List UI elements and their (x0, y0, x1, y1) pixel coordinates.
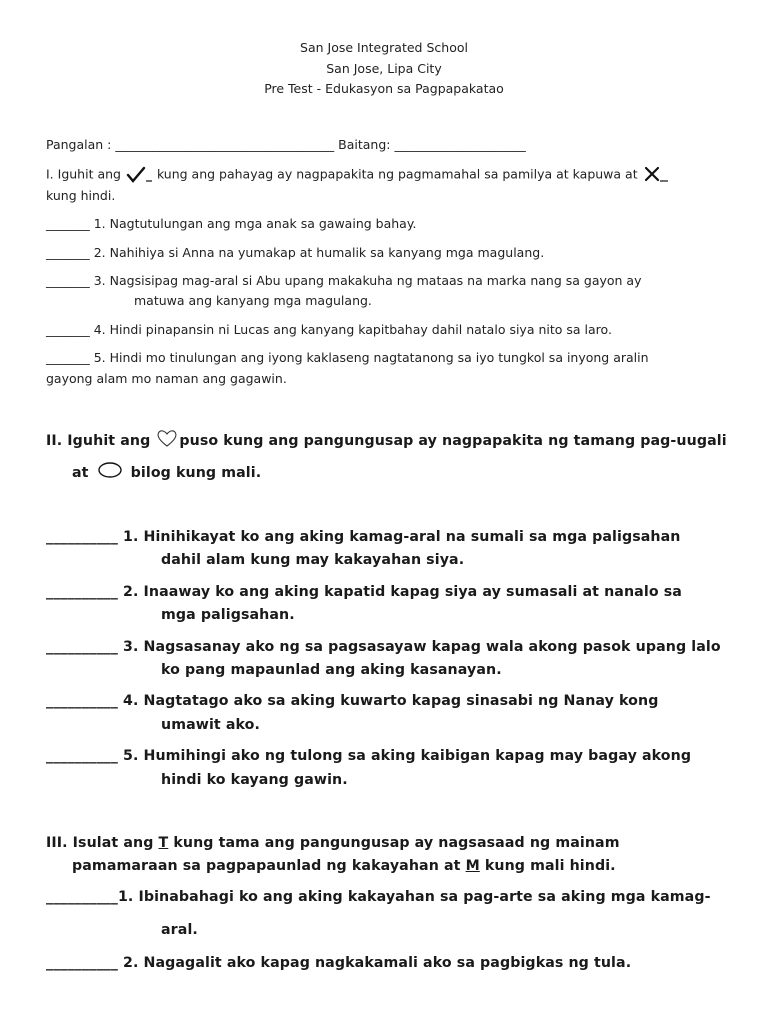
item-text-continued: hindi ko kayang gawin. (161, 772, 348, 788)
school-location: San Jose, Lipa City (326, 61, 442, 76)
mark-t: T (158, 835, 169, 851)
section1-item (46, 216, 416, 231)
school-name: San Jose Integrated School (300, 40, 468, 55)
item-text-continued: ko pang mapaunlad ang aking kasanayan. (161, 662, 502, 678)
answer-blank[interactable]: _______ (46, 322, 90, 337)
section1-instr-c: kung hindi. (46, 188, 116, 203)
section3-instr-b: kung tama ang pangungusap ay nagsasaad ng mainam (173, 835, 620, 851)
answer-blank[interactable]: __________ (46, 693, 118, 709)
heart-icon (155, 427, 179, 449)
section3-instr-a: III. Isulat ang (46, 835, 154, 851)
section2-item (46, 693, 658, 709)
section2-item (46, 529, 681, 545)
section2-instr-c: at (72, 465, 89, 481)
section1-instr-a: I. Iguhit ang (46, 166, 121, 182)
section3-instr-d: kung mali hindi. (484, 858, 616, 874)
section2-item (46, 748, 691, 764)
section3-item (46, 955, 631, 971)
item-text: 1. Ibinabahagi ko ang aking kakayahan sa pag-arte sa aking mga kamag- (117, 889, 711, 905)
item-text: 4. Hindi pinapansin ni Lucas ang kanyang kapitbahay dahil natalo siya nito sa laro. (93, 322, 612, 337)
item-text-continued: dahil alam kung may kakayahan siya. (161, 552, 465, 568)
item-text: 4. Nagtatago ako sa aking kuwarto kapag sinasabi ng Nanay kong (122, 693, 659, 709)
section3-instruction-cont (72, 858, 616, 874)
section1-instruction (46, 166, 672, 184)
section2-instr-d: bilog kung mali. (130, 465, 262, 481)
item-text: 3. Nagsisipag mag-aral si Abu upang makakuha ng mataas na marka nang sa gayon ay (93, 273, 642, 288)
grade-label: Baitang: (338, 137, 391, 152)
section1-item (46, 245, 544, 260)
section3-instr-c: pamamaraan sa pagpapaunlad ng kakayahan at (72, 858, 461, 874)
item-text-continued: umawit ako. (161, 717, 261, 733)
section1-item (46, 350, 649, 365)
grade-blank[interactable]: _____________________ (394, 137, 526, 152)
section1-instr-b: kung ang pahayag ay nagpapakita ng pagmamahal sa pamilya at kapuwa at (156, 166, 638, 182)
answer-blank[interactable]: _______ (46, 273, 90, 288)
test-title: Pre Test - Edukasyon sa Pagpapakatao (264, 81, 504, 96)
section3-instruction (46, 835, 620, 851)
answer-blank[interactable]: _______ (46, 216, 90, 231)
item-text: 3. Nagsasanay ako ng sa pagsasayaw kapag wala akong pasok upang lalo (122, 639, 721, 655)
item-text-continued: aral. (161, 922, 198, 938)
section2-item (46, 639, 721, 655)
answer-blank[interactable]: _______ (46, 245, 90, 260)
answer-blank[interactable]: __________ (46, 748, 118, 764)
mark-m: M (465, 858, 480, 874)
item-text: 2. Nagagalit ako kapag nagkakamali ako sa pagbigkas ng tula. (122, 955, 632, 971)
circle-icon (94, 461, 126, 481)
section1-item (46, 322, 612, 337)
item-text-continued: mga paligsahan. (161, 607, 295, 623)
section3-item (46, 889, 711, 905)
section2-instr-a: II. Iguhit ang (46, 433, 151, 449)
name-blank[interactable]: ___________________________________ (115, 137, 335, 152)
answer-blank[interactable]: __________ (46, 639, 118, 655)
check-icon (125, 166, 153, 184)
name-grade-row (46, 137, 526, 152)
item-text: 5. Hindi mo tinulungan ang iyong kaklaseng nagtatanong sa iyo tungkol sa inyong aralin (93, 350, 649, 365)
answer-blank[interactable]: __________ (46, 529, 118, 545)
item-text: 1. Hinihikayat ko ang aking kamag-aral na sumali sa mga paligsahan (122, 529, 681, 545)
x-icon (642, 166, 672, 184)
item-text: 2. Inaaway ko ang aking kapatid kapag siya ay sumasali at nanalo sa (122, 584, 682, 600)
section2-item (46, 584, 682, 600)
item-text-continued: matuwa ang kanyang mga magulang. (134, 293, 372, 308)
name-label: Pangalan : (46, 137, 112, 152)
item-text: 5. Humihingi ako ng tulong sa aking kaibigan kapag may bagay akong (122, 748, 692, 764)
section2-instruction (46, 433, 727, 449)
answer-blank[interactable]: _______ (46, 350, 90, 365)
item-text: 2. Nahihiya si Anna na yumakap at humalik sa kanyang mga magulang. (93, 245, 545, 260)
item-text-continued: gayong alam mo naman ang gagawin. (46, 371, 287, 386)
section2-instr-b: puso kung ang pangungusap ay nagpapakita ng tamang pag-uugali (179, 433, 727, 449)
section2-instruction-cont (72, 465, 261, 481)
answer-blank[interactable]: __________ (46, 889, 118, 905)
section1-item (46, 273, 641, 288)
item-text: 1. Nagtutulungan ang mga anak sa gawaing bahay. (93, 216, 417, 231)
answer-blank[interactable]: __________ (46, 955, 118, 971)
answer-blank[interactable]: __________ (46, 584, 118, 600)
